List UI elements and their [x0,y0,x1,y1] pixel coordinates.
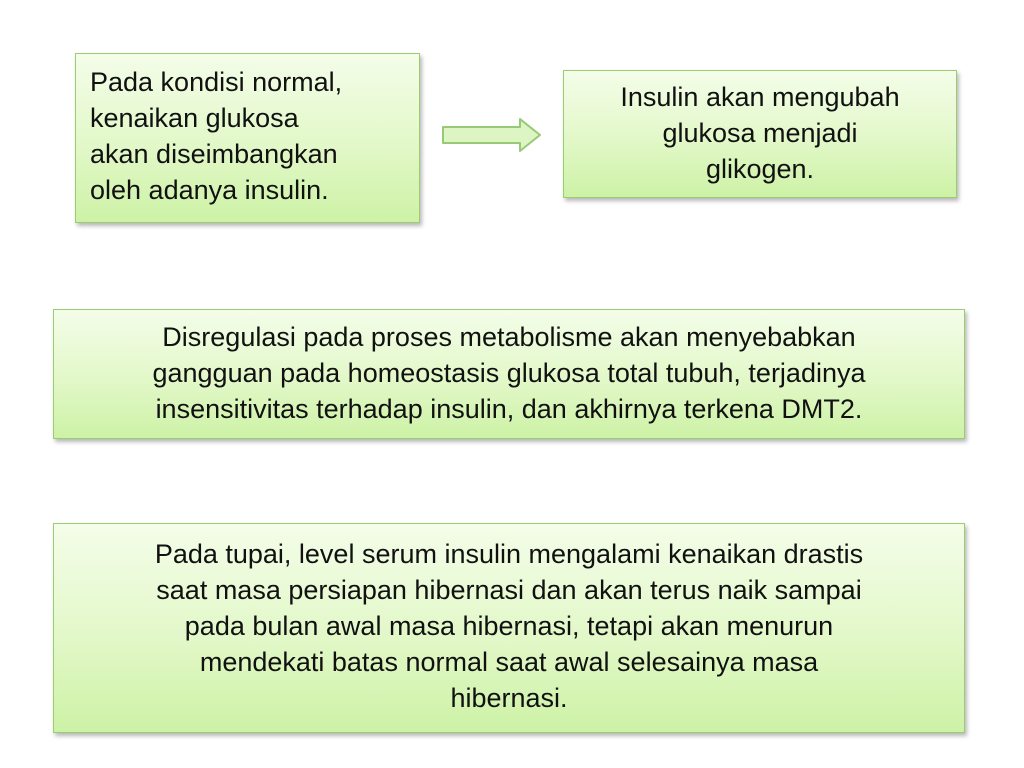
normal-condition-line-1: Pada kondisi normal, [90,67,343,97]
normal-condition-line-3: akan diseimbangkan [90,139,338,169]
dysregulation-line-3: insensitivitas terhadap insulin, dan akhirnya terkena DMT2. [155,394,863,424]
insulin-conversion-line-3: glikogen. [705,154,815,184]
squirrel-hibernation-line-1: Pada tupai, level serum insulin mengalami kenaikan drastis [154,539,864,569]
dysregulation-box [53,309,965,439]
squirrel-hibernation-line-3: pada bulan awal masa hibernasi, tetapi akan menurun [184,611,834,641]
right-arrow-icon [440,116,544,154]
squirrel-hibernation-line-4: mendekati batas normal saat awal selesainya masa [199,647,819,677]
insulin-conversion-line-1: Insulin akan mengubah [620,82,900,112]
squirrel-hibernation-line-5: hibernasi. [450,683,568,713]
normal-condition-line-2: kenaikan glukosa [90,103,299,133]
insulin-conversion-box [563,70,957,198]
insulin-conversion-line-2: glukosa menjadi [662,118,858,148]
normal-condition-box [75,53,420,223]
normal-condition-line-4: oleh adanya insulin. [90,175,329,205]
squirrel-hibernation-line-2: saat masa persiapan hibernasi dan akan terus naik sampai [156,575,862,605]
dysregulation-line-1: Disregulasi pada proses metabolisme akan menyebabkan [162,322,856,352]
dysregulation-line-2: gangguan pada homeostasis glukosa total tubuh, terjadinya [152,358,866,388]
squirrel-hibernation-box [53,523,965,733]
